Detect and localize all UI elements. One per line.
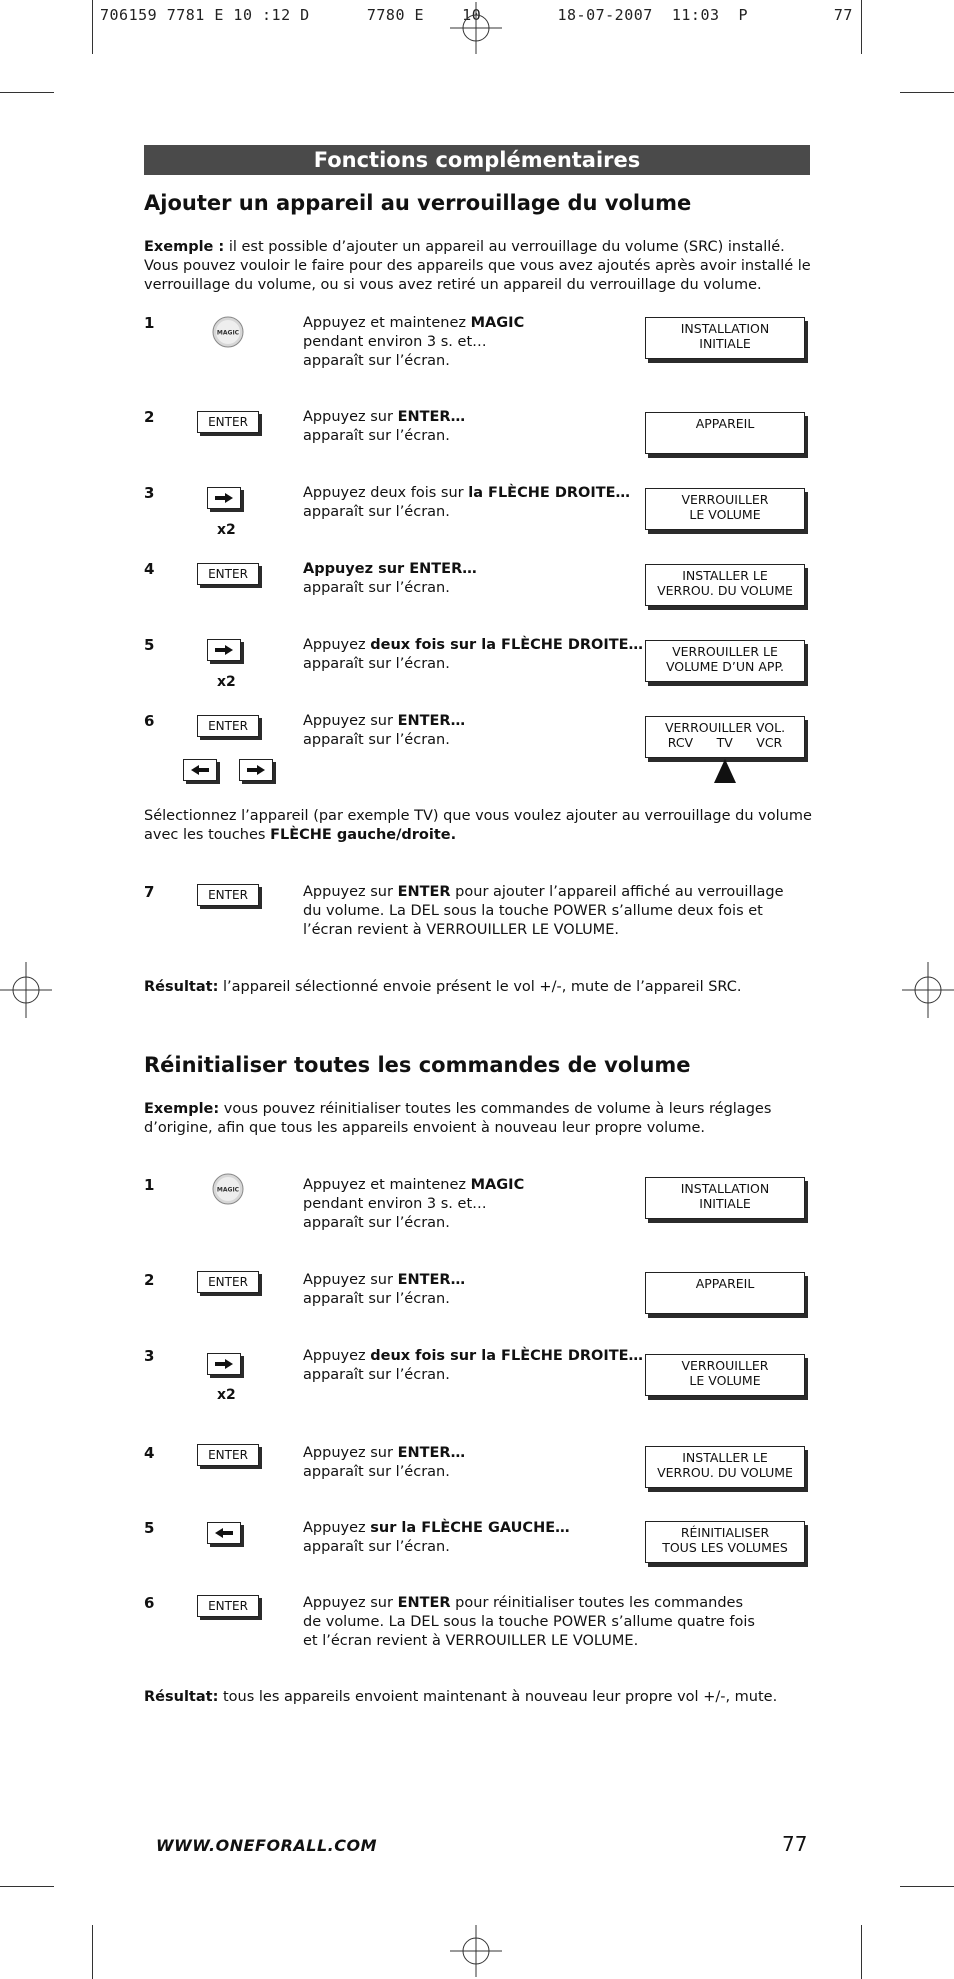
right-arrow-button[interactable] (207, 487, 241, 509)
registration-mark-icon (0, 962, 52, 1018)
crop-mark (900, 92, 954, 93)
step-instruction (303, 1347, 648, 1385)
instruction-bold: sur la FLÈCHE GAUCHE… (370, 1520, 570, 1536)
screen-line: VOLUME D’UN APP. (665, 659, 785, 674)
remote-screen (645, 640, 805, 682)
instruction-text: Appuyez deux fois sur (303, 485, 469, 501)
crop-mark (92, 1925, 93, 1979)
select-text: Sélectionnez l’appareil (par exemple TV) que vous voulez ajouter au verrouillage du volume avec les touches (144, 808, 812, 843)
instruction-text: Appuyez et maintenez (303, 315, 471, 331)
screen-line: INITIALE (699, 336, 751, 351)
instruction-line: apparaît sur l’écran. (303, 1539, 450, 1555)
step-number: 3 (144, 484, 155, 502)
step-number: 6 (144, 1594, 155, 1612)
right-arrow-button[interactable] (239, 759, 273, 781)
remote-screen (645, 488, 805, 530)
instruction-bold: ENTER… (397, 713, 466, 729)
press-count: x2 (217, 1387, 236, 1403)
instruction-line: pendant environ 3 s. et… (303, 1196, 487, 1212)
instruction-line: apparaît sur l’écran. (303, 504, 450, 520)
instruction-line: apparaît sur l’écran. (303, 1367, 450, 1383)
step-instruction (303, 1444, 648, 1482)
step-number: 1 (144, 1176, 155, 1194)
result-text: l’appareil sélectionné envoie présent le vol +/-, mute de l’appareil SRC. (218, 979, 742, 995)
left-arrow-icon (214, 1527, 234, 1539)
instruction-text: Appuyez sur (303, 409, 398, 425)
press-count: x2 (217, 674, 236, 690)
right-arrow-icon (246, 764, 266, 776)
intro-paragraph (144, 238, 814, 295)
step-instruction (303, 484, 648, 522)
screen-line: VERROU. DU VOLUME (657, 583, 793, 598)
crop-mark (92, 0, 93, 54)
crop-mark (0, 1886, 54, 1887)
remote-screen (645, 1272, 805, 1314)
instruction-bold: MAGIC (470, 315, 525, 331)
magic-icon[interactable] (212, 1173, 244, 1205)
select-paragraph (144, 807, 814, 845)
step-number: 7 (144, 883, 155, 901)
magic-label: MAGIC (216, 329, 240, 337)
screen-line: INSTALLER LE (682, 568, 768, 583)
step-instruction (303, 636, 648, 674)
instruction-bold: ENTER… (397, 1272, 466, 1288)
remote-screen (645, 1446, 805, 1488)
step-instruction (303, 712, 648, 750)
screen-line: APPAREIL (695, 1276, 755, 1291)
screen-option: TV (716, 735, 733, 750)
instruction-line: apparaît sur l’écran. (303, 428, 450, 444)
instruction-line: pendant environ 3 s. et… (303, 334, 487, 350)
instruction-text: Appuyez (303, 1348, 371, 1364)
crop-mark (861, 1925, 862, 1979)
instruction-text: Appuyez (303, 1520, 371, 1536)
intro-text: vous pouvez réinitialiser toutes les commandes de volume à leurs réglages d’origine, afin que tous les appareils envoient à nouveau leur propre volume. (144, 1101, 772, 1136)
instruction-line: apparaît sur l’écran. (303, 1215, 450, 1231)
enter-button[interactable]: ENTER (197, 563, 259, 585)
page-number: 77 (782, 1832, 808, 1856)
result-paragraph (144, 978, 814, 997)
instruction-line: l’écran revient à VERROUILLER LE VOLUME. (303, 922, 619, 938)
instruction-line: apparaît sur l’écran. (303, 580, 450, 596)
instruction-text: Appuyez sur (303, 884, 398, 900)
instruction-text: pour ajouter l’appareil affiché au verrouillage (450, 884, 784, 900)
enter-button[interactable]: ENTER (197, 1271, 259, 1293)
step-number: 2 (144, 1271, 155, 1289)
screen-line: INSTALLATION (680, 1181, 770, 1196)
step-instruction (303, 314, 648, 371)
step-number: 2 (144, 408, 155, 426)
instruction-bold: la FLÈCHE DROITE… (468, 485, 631, 501)
instruction-line: apparaît sur l’écran. (303, 353, 450, 369)
remote-screen (645, 1521, 805, 1563)
result-label: Résultat: (144, 1689, 219, 1705)
enter-button[interactable]: ENTER (197, 1595, 259, 1617)
intro-label: Exemple: (144, 1101, 220, 1117)
step-number: 1 (144, 314, 155, 332)
screen-line: VERROUILLER (681, 492, 769, 507)
screen-line: VERROUILLER (681, 1358, 769, 1373)
registration-mark-icon (902, 962, 954, 1018)
instruction-bold: ENTER (397, 884, 451, 900)
instruction-text: Appuyez sur (303, 1445, 398, 1461)
right-arrow-button[interactable] (207, 1353, 241, 1375)
instruction-line: de volume. La DEL sous la touche POWER s’allume quatre fois (303, 1614, 755, 1630)
select-text-bold: FLÈCHE gauche/droite. (270, 827, 457, 843)
remote-screen (645, 1354, 805, 1396)
step-instruction (303, 1519, 648, 1557)
instruction-bold: deux fois sur la FLÈCHE DROITE… (370, 1348, 644, 1364)
remote-screen (645, 412, 805, 454)
screen-line: LE VOLUME (689, 1373, 761, 1388)
instruction-bold: MAGIC (470, 1177, 525, 1193)
right-arrow-icon (214, 492, 234, 504)
result-text: tous les appareils envoient maintenant à nouveau leur propre vol +/-, mute. (218, 1689, 778, 1705)
left-arrow-icon (190, 764, 210, 776)
screen-option: RCV (667, 735, 694, 750)
step-instruction (303, 408, 648, 446)
screen-line: INITIALE (699, 1196, 751, 1211)
enter-button[interactable]: ENTER (197, 1444, 259, 1466)
intro-paragraph (144, 1100, 814, 1138)
remote-screen (645, 1177, 805, 1219)
step-instruction (303, 1594, 803, 1651)
step-instruction (303, 883, 803, 940)
registration-mark-icon (450, 2, 502, 54)
instruction-bold: deux fois sur la FLÈCHE DROITE… (370, 637, 644, 653)
screen-line: VERROU. DU VOLUME (657, 1465, 793, 1480)
magic-label: MAGIC (216, 1186, 240, 1194)
screen-option: VCR (756, 735, 783, 750)
registration-mark-icon (450, 1925, 502, 1977)
right-arrow-icon (214, 644, 234, 656)
remote-screen (645, 564, 805, 606)
result-label: Résultat: (144, 979, 219, 995)
result-paragraph (144, 1688, 814, 1707)
crop-mark (861, 0, 862, 54)
section-title: Réinitialiser toutes les commandes de volume (144, 1053, 691, 1077)
intro-label: Exemple : (144, 239, 225, 255)
footer-url-link[interactable]: WWW.ONEFORALL.COM (156, 1836, 378, 1855)
instruction-bold: ENTER… (397, 1445, 466, 1461)
screen-line: RÉINITIALISER (680, 1525, 770, 1540)
right-arrow-icon (214, 1358, 234, 1370)
instruction-line: apparaît sur l’écran. (303, 656, 450, 672)
instruction-line: apparaît sur l’écran. (303, 732, 450, 748)
instruction-text: Appuyez sur (303, 1595, 398, 1611)
instruction-line: apparaît sur l’écran. (303, 1464, 450, 1480)
left-arrow-button[interactable] (207, 1522, 241, 1544)
remote-screen (645, 317, 805, 359)
step-instruction (303, 560, 648, 598)
instruction-line: apparaît sur l’écran. (303, 1291, 450, 1307)
screen-line: APPAREIL (695, 416, 755, 431)
section-banner: Fonctions complémentaires (144, 145, 810, 175)
screen-line: INSTALLER LE (682, 1450, 768, 1465)
crop-mark (900, 1886, 954, 1887)
instruction-text: Appuyez sur (303, 713, 398, 729)
step-number: 4 (144, 560, 155, 578)
enter-button[interactable]: ENTER (197, 411, 259, 433)
instruction-text: pour réinitialiser toutes les commandes (450, 1595, 744, 1611)
screen-line: LE VOLUME (689, 507, 761, 522)
step-instruction (303, 1176, 648, 1233)
intro-text: il est possible d’ajouter un appareil au verrouillage du volume (SRC) installé. Vous pouvez vouloir le faire pour des appareils que vous avez ajoutés après avoir installé le verrouillage du volume, ou si vous avez retiré un appareil du verrouillage du volume. (144, 239, 811, 293)
section-title: Ajouter un appareil au verrouillage du volume (144, 191, 692, 215)
press-count: x2 (217, 522, 236, 538)
magic-icon[interactable] (212, 316, 244, 348)
instruction-bold: Appuyez sur ENTER… (303, 561, 477, 577)
screen-options (646, 735, 804, 750)
step-number: 6 (144, 712, 155, 730)
instruction-bold: ENTER… (397, 409, 466, 425)
instruction-text: Appuyez (303, 637, 371, 653)
screen-line: TOUS LES VOLUMES (662, 1540, 788, 1555)
right-arrow-button[interactable] (207, 639, 241, 661)
instruction-line: du volume. La DEL sous la touche POWER s’allume deux fois et (303, 903, 763, 919)
print-header: 706159 7781 E 10 :12 D 7780 E 10 18-07-2007 11:03 P 77 (100, 6, 853, 24)
enter-button[interactable]: ENTER (197, 715, 259, 737)
crop-mark (0, 92, 54, 93)
instruction-bold: ENTER (397, 1595, 451, 1611)
enter-button[interactable]: ENTER (197, 884, 259, 906)
instruction-text: Appuyez sur (303, 1272, 398, 1288)
left-arrow-button[interactable] (183, 759, 217, 781)
pointer-arrow-icon (713, 758, 737, 784)
step-instruction (303, 1271, 648, 1309)
screen-line: VERROUILLER LE (672, 644, 778, 659)
step-number: 5 (144, 1519, 155, 1537)
screen-line: VERROUILLER VOL. (664, 720, 786, 735)
screen-line: INSTALLATION (680, 321, 770, 336)
step-number: 5 (144, 636, 155, 654)
step-number: 3 (144, 1347, 155, 1365)
instruction-line: et l’écran revient à VERROUILLER LE VOLUME. (303, 1633, 639, 1649)
step-number: 4 (144, 1444, 155, 1462)
remote-screen (645, 716, 805, 758)
instruction-text: Appuyez et maintenez (303, 1177, 471, 1193)
